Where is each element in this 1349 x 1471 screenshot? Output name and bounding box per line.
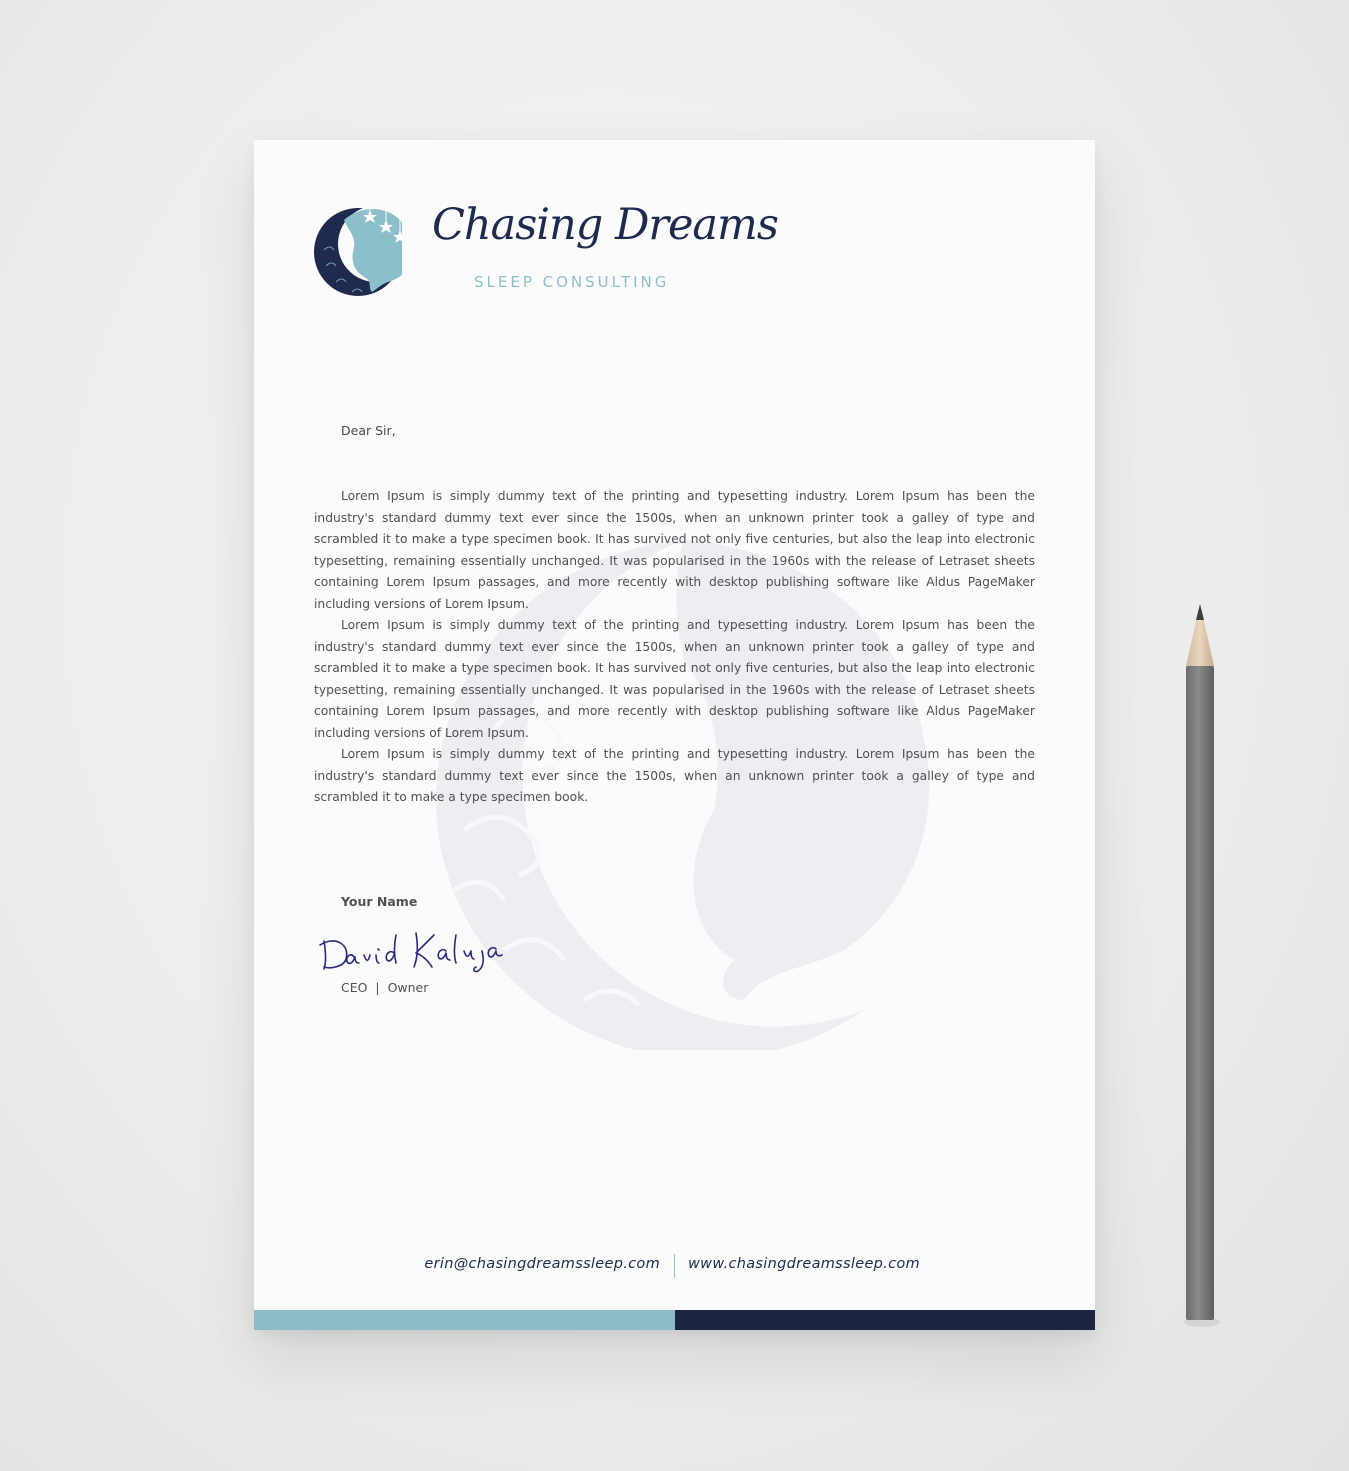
footer-divider	[674, 1254, 675, 1278]
pencil-icon	[1178, 600, 1222, 1330]
footer-bar-accent	[254, 1310, 675, 1330]
letter-paragraph: Lorem Ipsum is simply dummy text of the printing and typesetting industry. Lorem Ipsum has been the industry's standard dummy text ever since the 1500s, when an unknown printer took a galley of type and scrambled it to make a type specimen book.	[314, 747, 1035, 804]
brand-name: Chasing Dreams	[432, 200, 778, 250]
handwritten-signature	[316, 905, 506, 975]
footer-bar-navy	[675, 1310, 1095, 1330]
letter-paragraph: Lorem Ipsum is simply dummy text of the printing and typesetting industry. Lorem Ipsum has been the industry's standard dummy text ever since the 1500s, when an unknown printer took a galley of type and scrambled it to make a type specimen book. It has survived not only five centuries, but also the leap into electronic typesetting, remaining essentially unchanged. It was popularised in the 1960s with the release of Letraset sheets containing Lorem Ipsum passages, and more recently with desktop publishing software like Aldus PageMaker including versions of Lorem Ipsum.	[314, 489, 1035, 611]
footer-email-link[interactable]: erin@chasingdreamssleep.com	[424, 1256, 660, 1272]
crescent-moon-logo-icon	[314, 200, 402, 300]
signoff-name: Your Name	[341, 894, 418, 909]
brand-tagline: SLEEP CONSULTING	[474, 273, 670, 291]
footer-website-link[interactable]: www.chasingdreamssleep.com	[688, 1256, 920, 1272]
signoff-role: CEO | Owner	[341, 980, 429, 995]
letter-paragraph: Lorem Ipsum is simply dummy text of the printing and typesetting industry. Lorem Ipsum has been the industry's standard dummy text ever since the 1500s, when an unknown printer took a galley of type and scrambled it to make a type specimen book. It has survived not only five centuries, but also the leap into electronic typesetting, remaining essentially unchanged. It was popularised in the 1960s with the release of Letraset sheets containing Lorem Ipsum passages, and more recently with desktop publishing software like Aldus PageMaker including versions of Lorem Ipsum.	[314, 618, 1035, 740]
letter-greeting: Dear Sir,	[341, 423, 396, 438]
letterhead-page	[254, 140, 1095, 1330]
